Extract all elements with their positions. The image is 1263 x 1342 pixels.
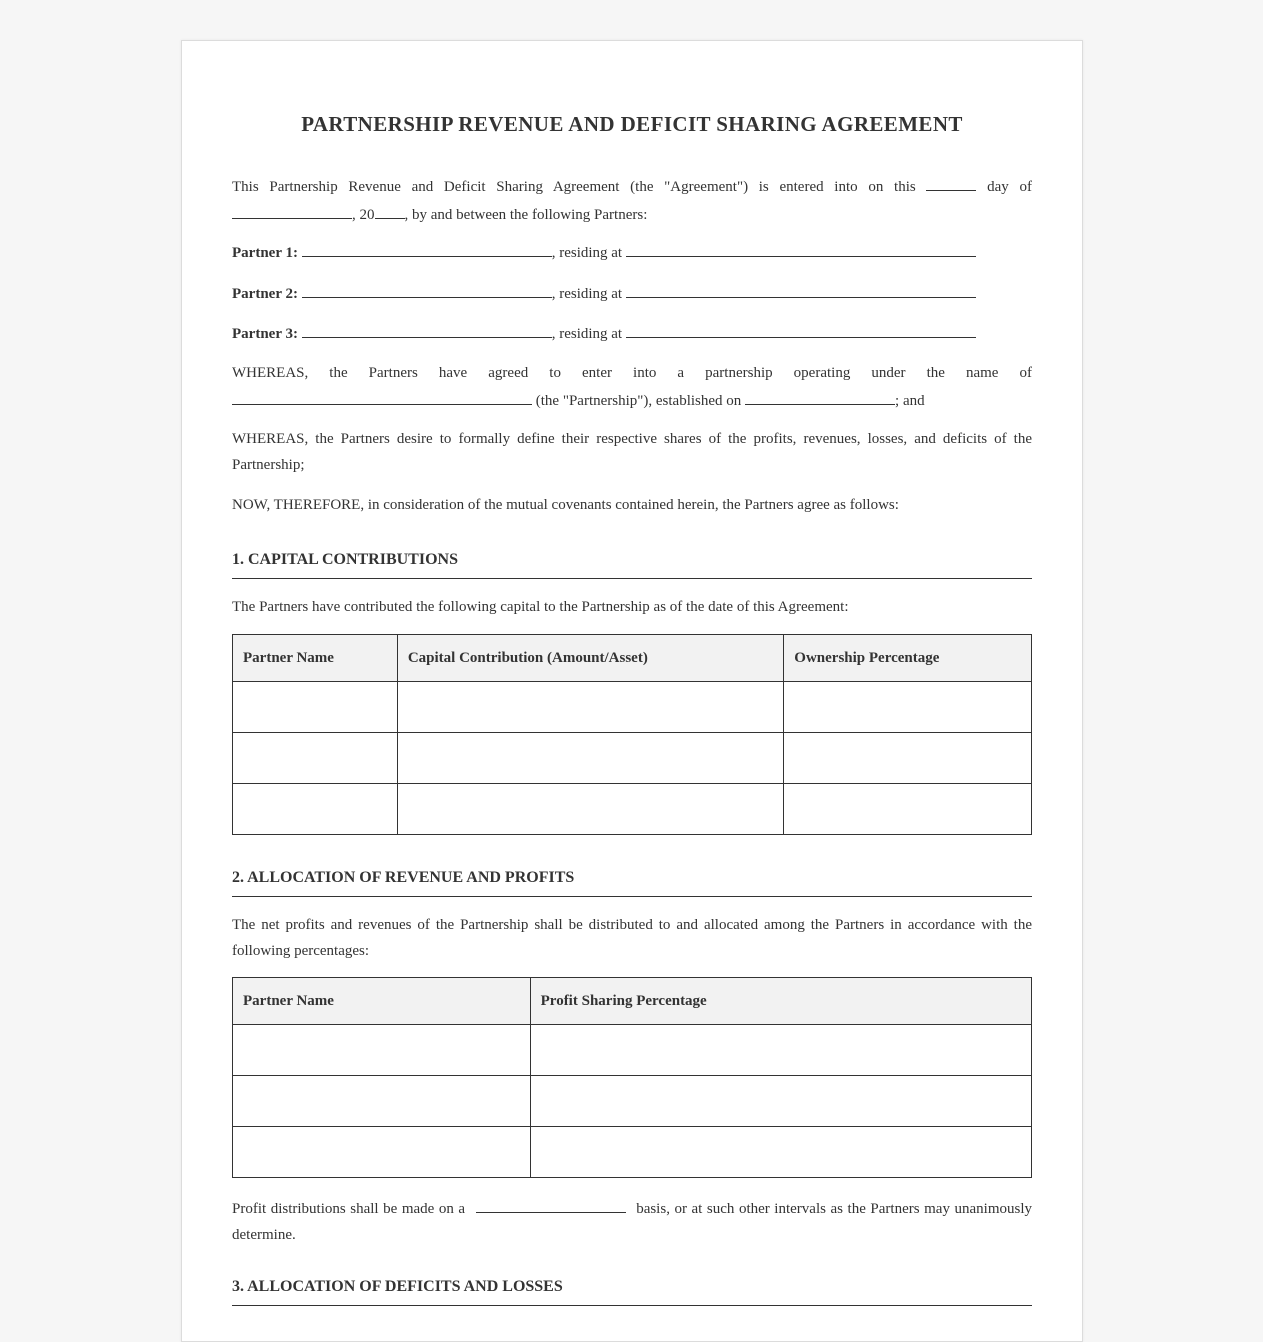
residing-label: , residing at <box>551 286 623 302</box>
table-header-row <box>233 978 1032 1025</box>
table-cell[interactable] <box>784 784 1032 835</box>
profit-sharing-table <box>232 977 1032 1178</box>
partner-3-name-blank[interactable] <box>302 319 552 338</box>
partner-1-address-blank[interactable] <box>626 238 976 257</box>
partner-2-name-blank[interactable] <box>302 279 552 298</box>
document-title: PARTNERSHIP REVENUE AND DEFICIT SHARING AGREEMENT <box>301 112 963 136</box>
distribution-paragraph <box>232 1194 1032 1248</box>
month-blank[interactable] <box>232 200 352 219</box>
table-cell[interactable] <box>530 1076 1031 1127</box>
capital-contributions-table <box>232 634 1032 835</box>
year-blank[interactable] <box>375 200 405 219</box>
table-cell[interactable] <box>233 784 398 835</box>
table-row <box>233 784 1032 835</box>
now-therefore-paragraph: NOW, THEREFORE, in consideration of the mutual covenants contained herein, the Partners agree as follows: <box>232 497 899 513</box>
table-cell[interactable] <box>233 1076 531 1127</box>
table-row <box>233 1025 1032 1076</box>
residing-label: , residing at <box>551 245 623 261</box>
document-page <box>181 40 1083 1342</box>
day-blank[interactable] <box>926 172 976 191</box>
whereas-paragraph-2: WHEREAS, the Partners desire to formally define their respective shares of the profits, revenues, losses, and deficits of the Partnership; <box>232 431 1032 473</box>
section-heading-revenue: 2. ALLOCATION OF REVENUE AND PROFITS <box>232 868 1032 897</box>
partner-row-1 <box>232 238 1032 266</box>
column-header: Ownership Percentage <box>784 635 1032 682</box>
table-cell[interactable] <box>233 682 398 733</box>
whereas-1-line: WHEREAS, the Partners have agreed to enter into a partnership operating under the name of <box>232 365 1032 381</box>
column-header: Capital Contribution (Amount/Asset) <box>397 635 783 682</box>
partner-label: Partner 3: <box>232 326 298 342</box>
table-cell[interactable] <box>784 733 1032 784</box>
table-cell[interactable] <box>233 1025 531 1076</box>
table-cell[interactable] <box>397 784 783 835</box>
column-header: Profit Sharing Percentage <box>530 978 1031 1025</box>
intro-by-between: , by and between the following Partners: <box>404 207 648 223</box>
table-cell[interactable] <box>397 682 783 733</box>
table-cell[interactable] <box>784 682 1032 733</box>
table-header-row <box>233 635 1032 682</box>
partner-label: Partner 2: <box>232 286 298 302</box>
intro-day-of: day of <box>987 179 1032 195</box>
section-heading-capital: 1. CAPITAL CONTRIBUTIONS <box>232 550 1032 579</box>
table-row <box>233 1127 1032 1178</box>
table-cell[interactable] <box>530 1127 1031 1178</box>
section-2-text: The net profits and revenues of the Partnership shall be distributed to and allocated among the Partners in accordance with the following percentages: <box>232 917 1032 959</box>
intro-text: This Partnership Revenue and Deficit Sharing Agreement (the "Agreement") is entered into on this <box>232 179 916 195</box>
table-cell[interactable] <box>233 1127 531 1178</box>
partner-2-address-blank[interactable] <box>626 279 976 298</box>
distribution-basis-blank[interactable] <box>476 1194 626 1213</box>
intro-paragraph <box>232 172 1032 228</box>
whereas-1-established: (the "Partnership"), established on <box>535 393 742 409</box>
table-row <box>233 733 1032 784</box>
column-header: Partner Name <box>233 978 531 1025</box>
partner-3-address-blank[interactable] <box>626 319 976 338</box>
whereas-paragraph-1 <box>232 360 1032 414</box>
residing-label: , residing at <box>551 326 623 342</box>
partner-1-name-blank[interactable] <box>302 238 552 257</box>
table-cell[interactable] <box>530 1025 1031 1076</box>
partner-row-3 <box>232 319 1032 347</box>
partner-label: Partner 1: <box>232 245 298 261</box>
section-heading-deficits: 3. ALLOCATION OF DEFICITS AND LOSSES <box>232 1277 1032 1306</box>
distribution-text-start: Profit distributions shall be made on a <box>232 1201 466 1217</box>
whereas-1-and: ; and <box>895 393 925 409</box>
table-row <box>233 682 1032 733</box>
table-cell[interactable] <box>397 733 783 784</box>
table-row <box>233 1076 1032 1127</box>
table-cell[interactable] <box>233 733 398 784</box>
partner-row-2 <box>232 279 1032 307</box>
partnership-name-blank[interactable] <box>232 386 532 405</box>
section-1-text: The Partners have contributed the following capital to the Partnership as of the date of this Agreement: <box>232 599 849 615</box>
intro-year-prefix: , 20 <box>352 207 375 223</box>
established-date-blank[interactable] <box>745 386 895 405</box>
distribution-text-end: basis, or at such other intervals as the Partners may unanimously determine. <box>232 1201 1032 1243</box>
column-header: Partner Name <box>233 635 398 682</box>
